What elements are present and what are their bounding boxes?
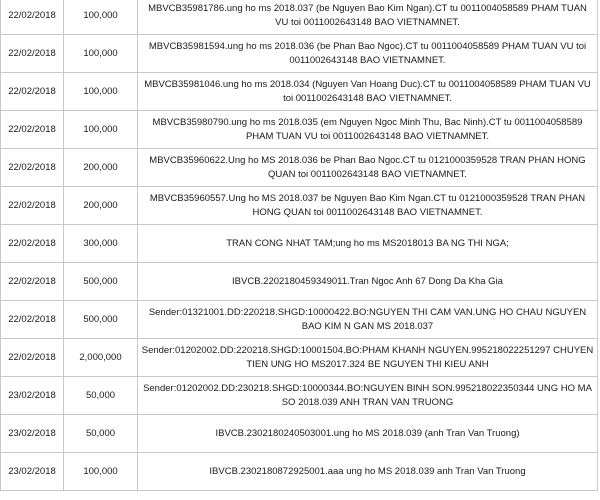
row-amount: 200,000 (64, 149, 138, 187)
table-row (1, 187, 598, 225)
row-amount: 500,000 (64, 301, 138, 339)
row-description: MBVCB35981594.ung ho ms 2018.036 (be Phan Bao Ngoc).CT tu 0011004058589 PHAM TUAN VU toi 0011002643148 BAO VIETNAMNET. (138, 35, 598, 73)
row-amount: 50,000 (64, 415, 138, 453)
row-amount: 100,000 (64, 111, 138, 149)
table-row (1, 453, 598, 491)
row-date: 22/02/2018 (1, 35, 64, 73)
table-row (1, 415, 598, 453)
row-description: Sender:01202002.DD:220218.SHGD:10001504.BO:PHAM KHANH NGUYEN.995218022251297 CHUYEN TIEN UNG HO MS2017.324 BE NGUYEN THI KIEU ANH (138, 339, 598, 377)
donation-table-body (1, 0, 598, 491)
table-row (1, 301, 598, 339)
row-amount: 500,000 (64, 263, 138, 301)
row-date: 22/02/2018 (1, 301, 64, 339)
row-date: 22/02/2018 (1, 187, 64, 225)
row-description: MBVCB35960557.Ung ho MS 2018.037 be Nguyen Bao Kim Ngan.CT tu 0121000359528 TRAN PHAN HONG QUAN toi 0011002643148 BAO VIETNAMNET. (138, 187, 598, 225)
row-amount: 100,000 (64, 73, 138, 111)
row-description: MBVCB35981786.ung ho ms 2018.037 (be Nguyen Bao Kim Ngan).CT tu 0011004058589 PHAM TUAN VU toi 0011002643148 BAO VIETNAMNET. (138, 0, 598, 35)
row-description: Sender:01202002.DD:230218.SHGD:10000344.BO:NGUYEN BINH SON.995218022350344 UNG HO MA SO 2018.039 ANH TRAN VAN TRUONG (138, 377, 598, 415)
table-row (1, 149, 598, 187)
row-description: IBVCB.2302180872925001.aaa ung ho MS 2018.039 anh Tran Van Truong (138, 453, 598, 491)
row-description: IBVCB.2202180459349011.Tran Ngoc Anh 67 Dong Da Kha Gia (138, 263, 598, 301)
row-date: 22/02/2018 (1, 339, 64, 377)
table-row (1, 339, 598, 377)
row-date: 22/02/2018 (1, 111, 64, 149)
row-date: 23/02/2018 (1, 377, 64, 415)
row-amount: 100,000 (64, 35, 138, 73)
row-date: 22/02/2018 (1, 225, 64, 263)
row-date: 22/02/2018 (1, 149, 64, 187)
row-date: 23/02/2018 (1, 453, 64, 491)
table-row (1, 263, 598, 301)
row-amount: 2,000,000 (64, 339, 138, 377)
row-description: MBVCB35980790.ung ho ms 2018.035 (em Nguyen Ngoc Minh Thu, Bac Ninh).CT tu 0011004058589 PHAM TUAN VU toi 0011002643148 BAO VIETNAMNET. (138, 111, 598, 149)
row-amount: 100,000 (64, 453, 138, 491)
row-amount: 100,000 (64, 0, 138, 35)
row-description: MBVCB35981046.ung ho ms 2018.034 (Nguyen Van Hoang Duc).CT tu 0011004058589 PHAM TUAN VU toi 0011002643148 BAO VIETNAMNET. (138, 73, 598, 111)
table-row (1, 35, 598, 73)
row-description: MBVCB35960622.Ung ho MS 2018.036 be Phan Bao Ngoc.CT tu 0121000359528 TRAN PHAN HONG QUAN toi 0011002643148 BAO VIETNAMNET. (138, 149, 598, 187)
row-amount: 300,000 (64, 225, 138, 263)
table-row (1, 377, 598, 415)
row-date: 23/02/2018 (1, 415, 64, 453)
table-row (1, 225, 598, 263)
table-row (1, 111, 598, 149)
row-date: 22/02/2018 (1, 73, 64, 111)
row-description: Sender:01321001.DD:220218.SHGD:10000422.BO:NGUYEN THI CAM VAN.UNG HO CHAU NGUYEN BAO KIM N GAN MS 2018.037 (138, 301, 598, 339)
row-date: 22/02/2018 (1, 0, 64, 35)
row-amount: 200,000 (64, 187, 138, 225)
table-row (1, 73, 598, 111)
row-description: IBVCB.2302180240503001.ung ho MS 2018.039 (anh Tran Van Truong) (138, 415, 598, 453)
row-date: 22/02/2018 (1, 263, 64, 301)
row-description: TRAN CONG NHAT TAM;ung ho ms MS2018013 BA NG THI NGA; (138, 225, 598, 263)
table-row (1, 0, 598, 35)
row-amount: 50,000 (64, 377, 138, 415)
